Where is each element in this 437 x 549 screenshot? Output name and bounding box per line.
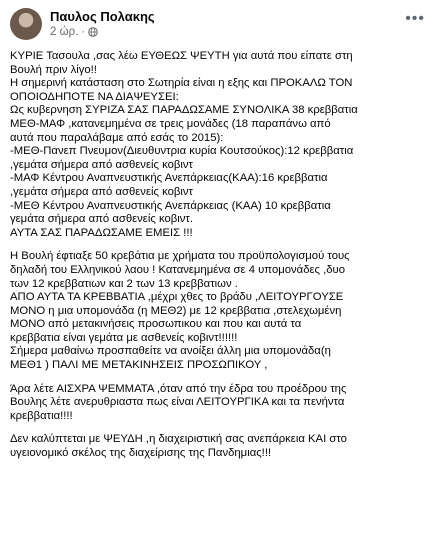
post-text-line: -ΜΕΘ Κέντρου Αναπνευστικής Ανεπάρκειας (ΚΑΑ) 10 κρεββατια — [10, 199, 331, 212]
post-paragraph — [10, 250, 427, 372]
post-text-line: υγειονομικό σκέλος της διαχείρισης της Πανδημιας!!! — [10, 447, 272, 460]
post-text-line: -ΜΑΦ Κέντρου Αναπνευστικής Ανεπάρκειας(ΚΑΑ):16 κρεββατια — [10, 172, 328, 185]
post-text-line: -ΜΕΘ-Πανεπ Πνευμον(Διευθυντρια κυρία Κουτσούκος):12 κρεββατια — [10, 145, 354, 158]
post-text-line: γεμάτα σήμερα από ασθενείς κοβιντ. — [10, 213, 193, 226]
post-text-line: ΟΠΟΙΟΔΗΠΟΤΕ ΝΑ ΔΙΑΨΕΥΣΕΙ: — [10, 90, 179, 103]
post-text-line: ΚΥΡΙΕ Τασουλα ,σας λέω ΕΥΘΕΩΣ ΨΕΥΤΗ για αυτά που είπατε στη — [10, 50, 353, 62]
post-meta — [50, 25, 155, 39]
post-text-line: δηλαδή του Ελληνικού λαου ! Κατανεμημένα σε 4 υπομονάδες ,δυο — [10, 263, 345, 276]
post-paragraph — [10, 50, 427, 240]
post-text-line: ΜΕΘ1 ) ΠΑΛΙ ΜΕ ΜΕΤΑΚΙΝΗΣΕΙΣ ΠΡΟΣΩΠΙΚΟΥ , — [10, 359, 268, 372]
post-text-line: ΑΥΤΑ ΣΑΣ ΠΑΡΑΔΩΣΑΜΕ ΕΜΕΙΣ !!! — [10, 226, 193, 239]
globe-icon[interactable] — [88, 27, 98, 37]
post-text-line: Δεν καλύπτεται με ΨΕΥΔΗ ,η διαχειριστική σας ανεπάρκεια ΚΑΙ στο — [10, 433, 347, 446]
post-header — [10, 6, 427, 42]
post-text-line: των 12 κρεββατιων και 2 των 13 κρεββατιων . — [10, 277, 238, 290]
post-text-line: ,γεμάτα σήμερα από ασθενείς κοβιντ — [10, 185, 193, 198]
post-text-line: Βουλης λέτε ανερυθριαστα πως είναι ΛΕΙΤΟΥΡΓΙΚΑ και τα πενήντα — [10, 396, 345, 409]
author-block — [50, 9, 155, 39]
post-text-line: Άρα λέτε ΑΙΣΧΡΑ ΨΕΜΜΑΤΑ ,όταν από την έδρα του προέδρου της — [10, 382, 347, 395]
more-options-icon[interactable]: ••• — [405, 10, 425, 27]
avatar[interactable] — [10, 8, 42, 40]
post-text-line: Η Βουλή έφτιαξε 50 κρεβάτια με χρήματα του προϋπολογισμού τους — [10, 250, 350, 263]
post-text-line: κρεββατια είναι γεμάτα με ασθενείς κοβιντ!!!!!! — [10, 331, 238, 344]
post-text-line: ΑΠΟ ΑΥΤΑ ΤΑ ΚΡΕΒΒΑΤΙΑ ,μέχρι χθες το βράδυ ,ΛΕΙΤΟΥΡΓΟΥΣΕ — [10, 291, 344, 304]
post-paragraph — [10, 433, 427, 460]
post-text-line: Σήμερα μαθαίνω προσπαθείτε να ανοίξει άλλη μια υπομονάδα(η — [10, 345, 331, 358]
post-text-line: αυτά που παραλάβαμε από εσάς το 2015): — [10, 131, 224, 144]
post-text-line: ΜΟΝΟ από μετακινήσεις προσωπικου και που και αυτά τα — [10, 318, 302, 331]
post-text-line: Η σημερινή κατάσταση στο Σωτηρία είναι η εξης και ΠΡΟΚΑΛΩ ΤΟΝ — [10, 77, 353, 90]
post-time[interactable]: 2 ώρ. — [50, 26, 79, 38]
post-text-line: κρεββατια!!!! — [10, 409, 73, 422]
post-paragraph — [10, 383, 427, 424]
post-body — [10, 50, 427, 461]
post-text-line: ,γεμάτα σήμερα από ασθενείς κοβιντ — [10, 158, 193, 171]
post-text-line: Βουλή πριν λίγο!! — [10, 63, 97, 76]
post-text-line: ΜΟΝΟ η μια υπομονάδα (η ΜΕΘ2) με 12 κρεββατια ,στελεχωμένη — [10, 304, 342, 317]
meta-separator: · — [81, 26, 86, 38]
post-text-line: Ως κυβερνηση ΣΥΡΙΖΑ ΣΑΣ ΠΑΡΑΔΩΣΑΜΕ ΣΥΝΟΛΙΚΑ 38 κρεββατια — [10, 104, 358, 117]
post-text-line: ΜΕΘ-ΜΑΦ ,κατανεμημένα σε τρεις μονάδες (18 παραπάνω από — [10, 117, 331, 130]
author-name[interactable]: Παυλος Πολακης — [50, 9, 155, 24]
